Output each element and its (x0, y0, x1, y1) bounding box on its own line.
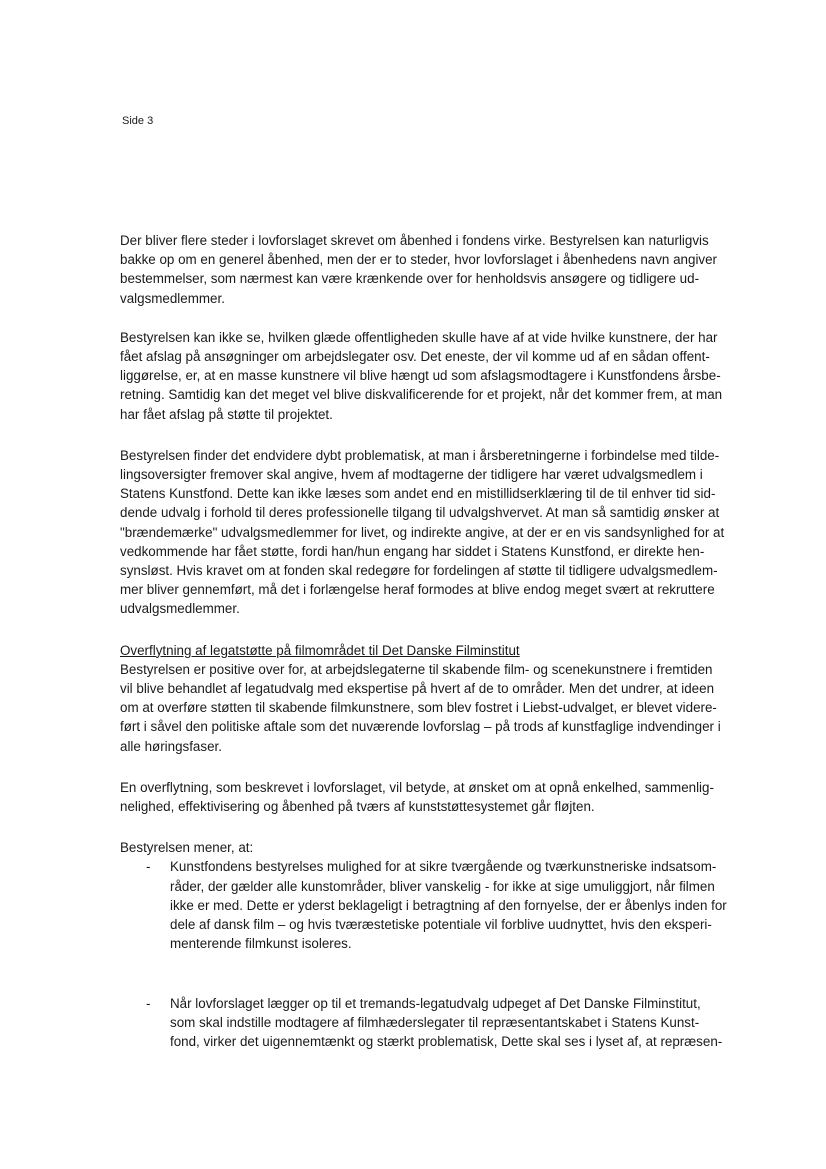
list-item (120, 857, 727, 953)
section-film-transfer (120, 641, 721, 756)
text-line: Statens Kunstfond. Dette kan ikke læses som andet end en mistillidserklæring til de til enhver tid sid- (120, 486, 716, 502)
text-line: nelighed, effektivisering og åbenhed på tværs af kunststøttesystemet går fløjten. (120, 799, 595, 815)
paragraph-openness (120, 231, 718, 308)
text-line: vil blive behandlet af legatudvalg med ekspertise på hvert af de to områder. Men det undrer, at ideen (120, 681, 715, 697)
bullet-dash: - (146, 995, 151, 1011)
text-line: fond, virker det uigennemtænkt og stærkt problematisk, Dette skal ses i lyset af, at repræsen- (170, 1033, 723, 1049)
text-line: alle høringsfaser. (120, 738, 222, 754)
text-line: dende udvalg i forhold til deres professionelle tilgang til udvalgshvervet. At man så samtidig ønsker at (120, 505, 720, 521)
text-line: Bestyrelsen kan ikke se, hvilken glæde offentligheden skulle have af at vide hvilke kunstnere, der har (120, 329, 718, 345)
paragraph-transfer-effect (120, 778, 714, 816)
text-line: Kunstfondens bestyrelses mulighed for at sikre tværgående og tværkunstneriske indsatsom- (170, 859, 717, 875)
paragraph-rejections (120, 328, 723, 424)
list-item (120, 994, 723, 1052)
text-line: "brændemærke" udvalgsmedlemmer for livet, og indirekte angive, at der er en vis sandsynlighed for at (120, 524, 725, 540)
text-line: vedkommende har fået støtte, fordi han/hun engang har siddet i Statens Kunstfond, er direkte hen- (120, 543, 705, 559)
text-line: om at overføre støtten til skabende filmkunstnere, som blev fostret i Liebst-udvalget, er blevet videre- (120, 700, 717, 716)
text-line: mer bliver gennemført, må det i forlængelse heraf formodes at blive endog meget svært at rekruttere (120, 582, 715, 598)
text-line: dele af dansk film – og hvis tværæstetiske potentiale vil forblive uudnyttet, hvis den eksperi- (170, 917, 712, 933)
bullet-dash: - (146, 859, 151, 875)
text-line: Når lovforslaget lægger op til et tremands-legatudvalg udpeget af Det Danske Filminstitut, (170, 995, 701, 1011)
text-line: Bestyrelsen finder det endvidere dybt problematisk, at man i årsberetningerne i forbindelse med tilde- (120, 447, 720, 463)
text-line: retning. Samtidig kan det meget vel blive diskvalificerende for et projekt, når det kommer frem, at man (120, 387, 723, 403)
text-line: ført i såvel den politiske aftale som det nuværende lovforslag – på trods af kunstfaglige indvendinger i (120, 719, 721, 735)
text-line: ikke er med. Dette er yderst beklageligt i betragtning af den fornyelse, der er åbenlys inden for (170, 897, 727, 913)
text-line: valgsmedlemmer. (120, 290, 225, 306)
text-line: udvalgsmedlemmer. (120, 601, 240, 617)
text-line: Bestyrelsen er positive over for, at arbejdslegaterne til skabende film- og scenekunstnere i fremtiden (120, 661, 713, 677)
list-intro: Bestyrelsen mener, at: (120, 840, 254, 856)
text-line: synsløst. Hvis kravet om at fonden skal redegøre for fordelingen af støtte til tidligere udvalgsmedlem- (120, 563, 718, 579)
text-line: fået afslag på ansøgninger om arbejdslegater osv. Det eneste, der vil komme ud af en sådan offent- (120, 349, 710, 365)
section-heading: Overflytning af legatstøtte på filmområdet til Det Danske Filminstitut (120, 642, 520, 658)
text-line: bestemmelser, som nærmest kan være krænkende over for henholdsvis ansøgere og tidligere ud- (120, 271, 700, 287)
paragraph-committee-members (120, 446, 725, 619)
text-line: har fået afslag på støtte til projektet. (120, 406, 333, 422)
text-line: bakke op om en generel åbenhed, men der er to steder, hvor lovforslaget i åbenhedens navn angiver (120, 252, 718, 268)
page-number: Side 3 (122, 115, 154, 127)
text-line: lingsoversigter fremover skal angive, hvem af modtagerne der tidligere har været udvalgsmedlem i (120, 467, 703, 483)
text-line: En overflytning, som beskrevet i lovforslaget, vil betyde, at ønsket om at opnå enkelhed, sammenlig- (120, 779, 714, 795)
text-line: Der bliver flere steder i lovforslaget skrevet om åbenhed i fondens virke. Bestyrelsen kan naturligvis (120, 233, 709, 248)
text-line: som skal indstille modtagere af filmhæderslegater til repræsentantskabet i Statens Kunst- (170, 1014, 700, 1030)
text-line: råder, der gælder alle kunstområder, bliver vanskelig - for ikke at sige umuliggjort, når filmen (170, 878, 715, 894)
text-line: liggørelse, er, at en masse kunstnere vil blive hængt ud som afslagsmodtagere i Kunstfondens årsbe- (120, 368, 721, 384)
document-body (120, 231, 727, 1091)
text-line: menterende filmkunst isoleres. (170, 936, 352, 952)
